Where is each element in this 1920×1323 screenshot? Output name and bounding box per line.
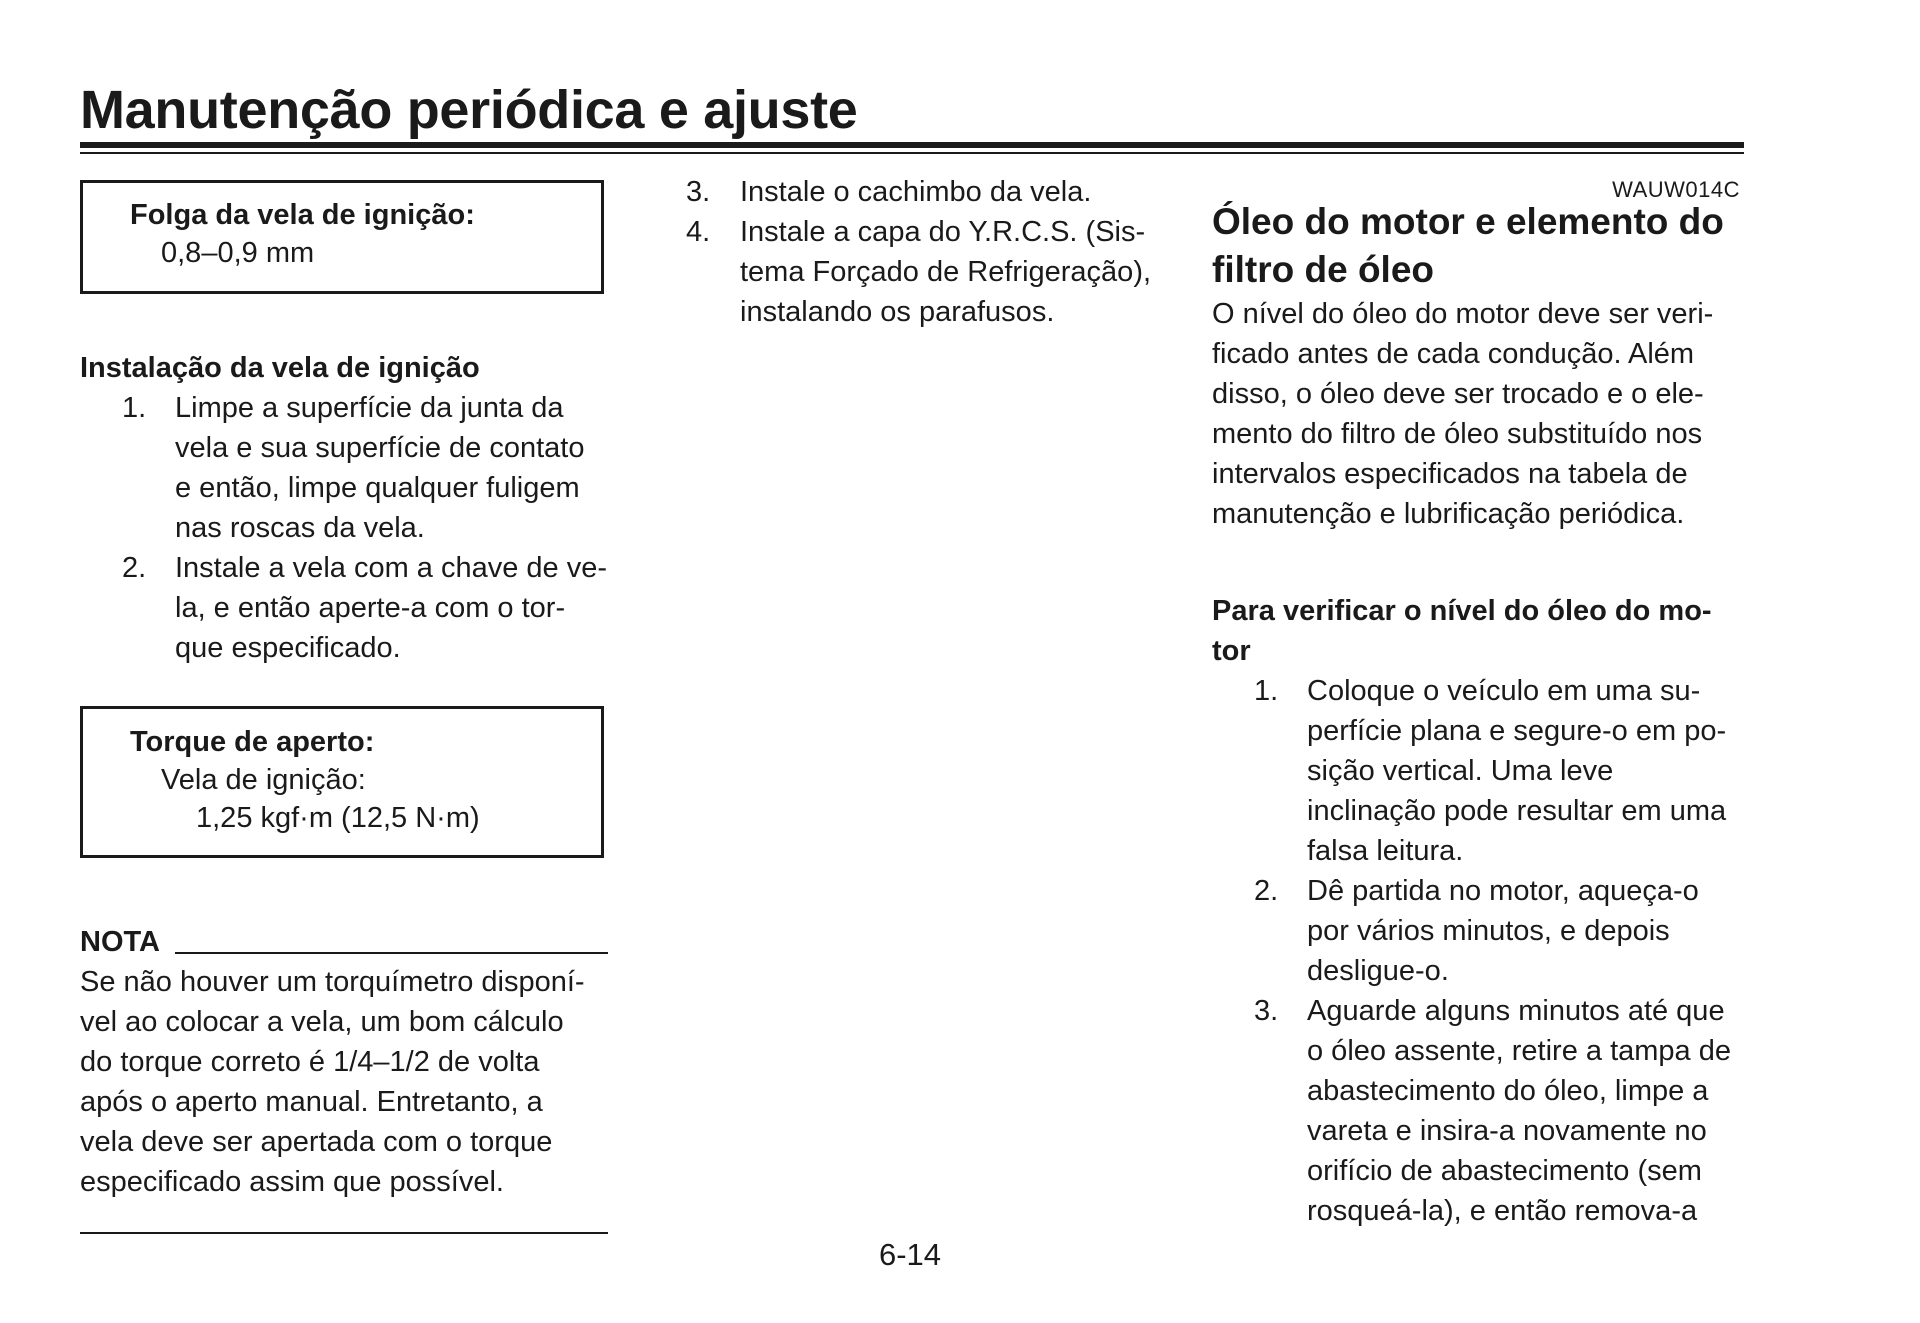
list-item-line: orifício de abastecimento (sem: [1307, 1155, 1702, 1187]
intro-line: O nível do óleo do motor deve ser veri-: [1212, 298, 1714, 330]
nota-text: [80, 962, 608, 1202]
nota-line-text: vela deve ser apertada com o torque: [80, 1126, 553, 1158]
nota-top-rule: [175, 952, 608, 954]
nota-line-text: do torque correto é 1/4–1/2 de volta: [80, 1046, 540, 1078]
list-item-number: 2.: [1254, 875, 1279, 907]
install-heading: Instalação da vela de ignição: [80, 352, 480, 384]
check-oil-heading: [1212, 591, 1740, 671]
list-item-line: rosqueá-la), e então remova-a: [1307, 1195, 1698, 1227]
page-title: Manutenção periódica e ajuste: [80, 80, 858, 140]
list-item: [686, 212, 1172, 332]
list-item-line: sição vertical. Uma leve: [1307, 755, 1614, 787]
list-item-number: 2.: [122, 552, 147, 584]
list-item: [80, 388, 608, 548]
list-item-line: nas roscas da vela.: [175, 512, 425, 544]
spec-value: 0,8–0,9 mm: [161, 237, 315, 269]
nota-block: [80, 922, 608, 1234]
list-item-line: que especificado.: [175, 632, 401, 664]
list-item: [1212, 991, 1740, 1231]
list-item-line: e então, limpe qualquer fuligem: [175, 472, 580, 504]
list-item-number: 4.: [686, 216, 711, 248]
intro-line: ficado antes de cada condução. Além: [1212, 338, 1695, 370]
intro-line: manutenção e lubrificação periódica.: [1212, 498, 1685, 530]
section-title: [1212, 198, 1742, 294]
list-item-line: desligue-o.: [1307, 955, 1449, 987]
list-item-line: Dê partida no motor, aqueça-o: [1307, 875, 1699, 907]
tightening-torque-spec-box: [80, 706, 604, 858]
heading-line: tor: [1212, 635, 1251, 667]
list-item-line: Limpe a superfície da junta da: [175, 392, 564, 424]
heading-line: Para verificar o nível do óleo do mo-: [1212, 595, 1712, 627]
section-ref-code: WAUW014C: [1612, 177, 1740, 202]
nota-bottom-rule: [80, 1232, 608, 1234]
nota-line-text: especificado assim que possível.: [80, 1166, 504, 1198]
nota-line-text: após o aperto manual. Entretanto, a: [80, 1086, 543, 1118]
list-item: [686, 172, 1172, 212]
list-item-line: Instale a capa do Y.R.C.S. (Sis-: [740, 216, 1146, 248]
list-item-line: inclinação pode resultar em uma: [1307, 795, 1727, 827]
spec-label: Torque de aperto:: [130, 726, 375, 758]
section-intro: [1212, 294, 1740, 534]
list-item-line: o óleo assente, retire a tampa de: [1307, 1035, 1731, 1067]
list-item-line: tema Forçado de Refrigeração),: [740, 256, 1152, 288]
spark-plug-gap-spec-box: [80, 180, 604, 294]
intro-line: disso, o óleo deve ser trocado e o ele-: [1212, 378, 1704, 410]
list-item-line: instalando os parafusos.: [740, 296, 1055, 328]
install-steps-list: [80, 388, 608, 668]
list-item-line: la, e então aperte-a com o tor-: [175, 592, 566, 624]
header-rule-thin: [80, 152, 1744, 154]
middle-steps-list: [686, 172, 1172, 332]
list-item-number: 3.: [686, 176, 711, 208]
list-item-line: por vários minutos, e depois: [1307, 915, 1670, 947]
list-item-line: vareta e insira-a novamente no: [1307, 1115, 1707, 1147]
list-item-number: 1.: [1254, 675, 1279, 707]
list-item-line: perfície plana e segure-o em po-: [1307, 715, 1727, 747]
header-rule-thick: [80, 142, 1744, 148]
list-item-line: Instale a vela com a chave de ve-: [175, 552, 608, 584]
section-title-line: Óleo do motor e elemento do: [1212, 201, 1724, 242]
page-number: 6-14: [878, 1237, 942, 1272]
section-title-line: filtro de óleo: [1212, 249, 1434, 290]
intro-line: mento do filtro de óleo substituído nos: [1212, 418, 1703, 450]
nota-line-text: Se não houver um torquímetro disponí-: [80, 966, 585, 998]
list-item-line: falsa leitura.: [1307, 835, 1464, 867]
spec-label: Folga da vela de ignição:: [130, 199, 475, 231]
nota-label: NOTA: [80, 926, 161, 958]
check-oil-steps-list: [1212, 671, 1740, 1231]
list-item-number: 3.: [1254, 995, 1279, 1027]
list-item: [1212, 671, 1740, 871]
intro-line: intervalos especificados na tabela de: [1212, 458, 1688, 490]
nota-line-text: vel ao colocar a vela, um bom cálculo: [80, 1006, 564, 1038]
spec-value: 1,25 kgf·m (12,5 N·m): [196, 802, 480, 834]
list-item-line: abastecimento do óleo, limpe a: [1307, 1075, 1709, 1107]
spec-item: Vela de ignição:: [161, 764, 366, 796]
list-item-line: Instale o cachimbo da vela.: [740, 176, 1092, 208]
list-item: [80, 548, 608, 668]
list-item-line: Coloque o veículo em uma su-: [1307, 675, 1701, 707]
list-item-line: vela e sua superfície de contato: [175, 432, 585, 464]
list-item-line: Aguarde alguns minutos até que: [1307, 995, 1725, 1027]
list-item-number: 1.: [122, 392, 147, 424]
list-item: [1212, 871, 1740, 991]
